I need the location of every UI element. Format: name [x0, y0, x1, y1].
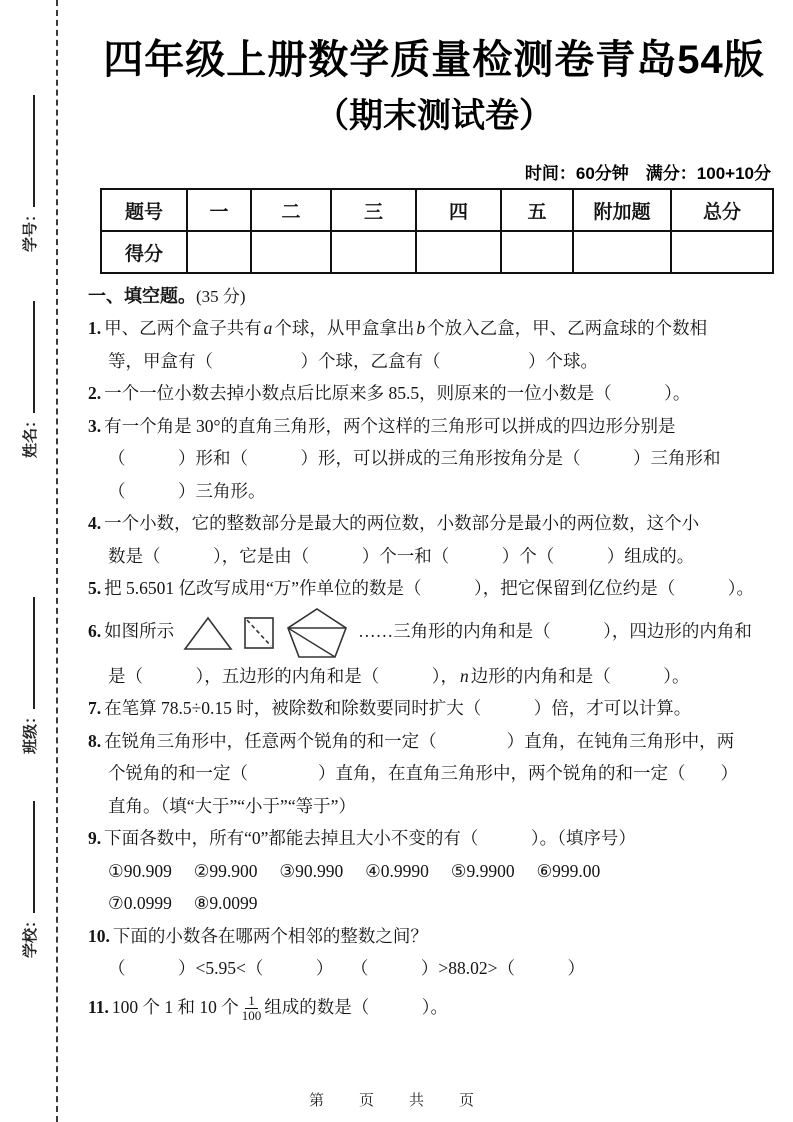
section-heading-text: 一、填空题。	[88, 286, 196, 306]
question-10-number: 10.	[88, 925, 110, 946]
polygon-figures	[178, 605, 354, 660]
question-7-number: 7.	[88, 698, 102, 719]
page-title: 四年级上册数学质量检测卷青岛54版	[103, 38, 765, 82]
question-9	[88, 822, 786, 920]
question-9-options: ①90.909 ②99.900 ③90.990 ④0.9990 ⑤9.9900 ⑥999.00	[108, 860, 601, 881]
question-4-number: 4.	[88, 513, 102, 533]
section-points: (35 分)	[196, 287, 246, 306]
question-6	[88, 605, 786, 693]
cut-dashed-line	[56, 0, 58, 1122]
student-id-blank	[20, 95, 35, 207]
name-blank	[20, 301, 35, 413]
question-10-text: 下面的小数各在哪两个相邻的整数之间？	[112, 925, 428, 946]
page-subtitle: （期末测试卷）	[315, 97, 553, 135]
question-11	[88, 985, 786, 1029]
header-part-1: 一	[187, 189, 251, 231]
score-table-header-row	[101, 189, 773, 231]
question-5-text: 把 5.6501 亿改写成用“万”作单位的数是（ ），把它保留到亿位约是（ ）。	[104, 578, 755, 598]
variable-b: b	[416, 318, 426, 338]
class-label: 班级：	[22, 708, 39, 754]
question-5	[88, 572, 786, 605]
class-field	[19, 572, 41, 754]
question-7	[88, 692, 786, 725]
question-6-text: 如图所示	[104, 620, 175, 641]
header-bonus: 附加题	[573, 189, 671, 231]
question-3-text: （ ）形和（ ）形，可以拼成的三角形按角分是（ ）三角形和	[108, 448, 721, 468]
question-3-text: （ ）三角形。	[108, 480, 266, 501]
question-1-text: 等，甲盒有（ ）个球，乙盒有（ ）个球。	[108, 350, 598, 371]
school-label: 学校：	[22, 912, 39, 958]
question-8-text: 个锐角的和一定（ ）直角，在直角三角形中，两个锐角的和一定（ ）	[108, 763, 738, 784]
school-blank	[20, 801, 35, 913]
question-5-number: 5.	[88, 578, 102, 598]
pentagon-with-diagonals-icon	[285, 606, 349, 660]
question-4	[88, 507, 786, 572]
question-9-options: ⑦0.0999 ⑧9.0099	[108, 893, 258, 914]
question-4-text: 数是（ ），它是由（ ）个一和（ ）个（ ）组成的。	[108, 545, 695, 566]
student-id-label: 学号：	[22, 206, 39, 252]
question-11-text: 100 个 1 和 10 个	[111, 996, 239, 1017]
score-table-score-row	[101, 231, 773, 273]
question-2-text: 一个一位小数去掉小数点后比原来多 85.5，则原来的一位小数是（ ）。	[104, 383, 691, 403]
score-cell-3	[331, 231, 416, 273]
fraction-denominator: 100	[241, 1008, 262, 1024]
score-cell-2	[251, 231, 331, 273]
score-label: 得分	[101, 231, 187, 273]
question-8-number: 8.	[88, 730, 102, 751]
score-cell-4	[416, 231, 501, 273]
header-part-4: 四	[416, 189, 501, 231]
name-label: 姓名：	[22, 412, 39, 458]
question-9-number: 9.	[88, 828, 102, 849]
question-11-number: 11.	[88, 996, 109, 1017]
question-1-number: 1.	[88, 318, 102, 338]
question-6-text: 是（ ），五边形的内角和是（ ），	[108, 665, 458, 686]
question-3-text: 有一个角是 30°的直角三角形，两个这样的三角形可以拼成的四边形分别是	[104, 415, 676, 436]
header-part-5: 五	[501, 189, 573, 231]
score-cell-1	[187, 231, 251, 273]
page-footer: 第 页 共 页	[308, 1092, 484, 1109]
fraction-numerator: 1	[245, 994, 258, 1009]
question-6-text: 边形的内角和是（ ）。	[470, 665, 690, 686]
header-question-number: 题号	[101, 189, 187, 231]
question-3-number: 3.	[88, 415, 102, 436]
question-1	[88, 312, 786, 377]
triangle-icon	[183, 614, 233, 652]
question-8-text: 直角。（填“大于”“小于”“等于”）	[108, 795, 356, 816]
square-with-diagonal-icon	[243, 615, 275, 651]
school-field	[19, 776, 41, 958]
question-7-text: 在笔算 78.5÷0.15 时，被除数和除数要同时扩大（ ）倍，才可以计算。	[104, 698, 692, 719]
question-8-text: 在锐角三角形中，任意两个锐角的和一定（ ）直角，在钝角三角形中，两	[104, 730, 735, 751]
variable-a: a	[263, 318, 273, 338]
question-9-text: 下面各数中，所有“0”都能去掉且大小不变的有（ ）。（填序号）	[104, 828, 636, 849]
question-10	[88, 920, 786, 985]
ellipsis: ……	[358, 620, 394, 641]
time-score-info: 时间：60分钟 满分：100+10分	[524, 164, 771, 183]
header-total: 总分	[671, 189, 773, 231]
question-1-text: 甲、乙两个盒子共有	[104, 318, 262, 338]
section-heading	[88, 281, 786, 312]
question-11-text: 组成的数是（ ）。	[264, 996, 449, 1017]
score-table	[100, 188, 774, 274]
question-6-text: 三角形的内角和是（ ），四边形的内角和	[393, 620, 752, 641]
question-2-number: 2.	[88, 383, 102, 403]
questions-section	[88, 281, 786, 1029]
variable-n: n	[460, 665, 469, 686]
question-1-text: 个放入乙盒，甲、乙两盒球的个数相	[427, 318, 708, 338]
question-4-text: 一个小数，它的整数部分是最大的两位数，小数部分是最小的两位数，这个小	[104, 513, 700, 533]
score-cell-total	[671, 231, 773, 273]
student-id-field	[19, 70, 41, 252]
question-10-inequalities: （ ）<5.95<（ ） （ ）>88.02>（ ）	[108, 958, 585, 979]
fraction-1-100	[242, 994, 262, 1024]
question-8	[88, 725, 786, 823]
name-field	[19, 276, 41, 458]
score-cell-bonus	[573, 231, 671, 273]
header-part-3: 三	[331, 189, 416, 231]
score-cell-5	[501, 231, 573, 273]
question-6-number: 6.	[88, 620, 102, 641]
header-part-2: 二	[251, 189, 331, 231]
question-1-text: 个球，从甲盒拿出	[274, 318, 415, 338]
class-blank	[20, 597, 35, 709]
question-2	[88, 377, 786, 410]
question-3	[88, 410, 786, 508]
